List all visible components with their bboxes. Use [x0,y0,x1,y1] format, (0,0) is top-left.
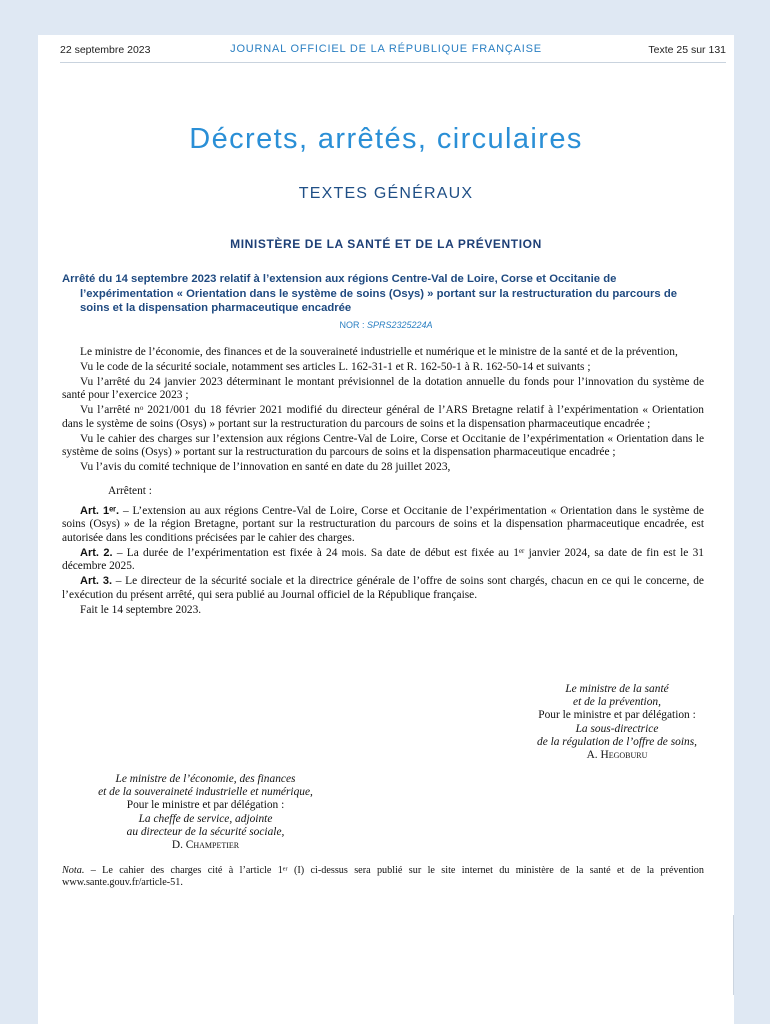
signatory-name: D. Champetier [171,839,240,852]
article-3 [62,575,704,602]
article-text: – L’extension au aux régions Centre-Val de Loire, Corse et Occitanie de l’expérimentation « Orientation dans le système de soins (Osys) » de la région Bretagne, portant sur la restructuration du parcours de soins et la dispensation pharmaceutique encadrée, est autorisée dans les conditions précisées par le cahier des charges. [62,505,704,544]
page-edge-marker [729,915,734,995]
document-body [62,346,704,619]
fait-le: Fait le 14 septembre 2023. [80,603,202,616]
signature-line: Pour le ministre et par délégation : [538,709,696,722]
header-date: 22 septembre 2023 [60,44,151,56]
visa-paragraph: Vu le cahier des charges sur l’extension aux régions Centre-Val de Loire, Corse et Occitanie de l’expérimentation « Orientation dans le système de soins (Osys) » portant sur la restructuration du parcours de soins et la dispensation pharmaceutique encadrée ; [62,432,704,459]
visa-paragraph: Vu l’avis du comité technique de l’innovation en santé en date du 28 juillet 2023, [80,461,451,474]
article-label: Art. 1ᵉʳ. [80,505,120,518]
preamble-paragraph: Le ministre de l’économie, des finances et de la souveraineté industrielle et numérique et le ministre de la santé et de la prévention, [80,346,678,358]
nota-text: – Le cahier des charges cité à l’article 1ᵉʳ (I) ci-dessus sera publié sur le site internet du ministère de la santé et de la prévention www.sante.gouv.fr/article-51. [62,865,704,889]
visa-paragraph: Vu le code de la sécurité sociale, notamment ses articles L. 162-31-1 et R. 162-50-1 à R. 162-50-14 et suivants ; [80,361,591,373]
article-2 [62,547,704,574]
header-journal-title: JOURNAL OFFICIEL DE LA RÉPUBLIQUE FRANÇAISE [230,43,542,55]
signature-line: La cheffe de service, adjointe [138,812,273,825]
signature-block-economie [58,773,353,852]
visa-paragraph: Vu l’arrêté nᵒ 2021/001 du 18 février 2021 modifié du directeur général de l’ARS Bretagne relatif à l’expérimentation « Orientation dans le système de soins (Osys) » portant sur la restructuration du parcours de soins et la dispensation pharmaceutique encadrée ; [62,404,704,430]
signature-line: La sous-directrice [575,722,659,735]
signature-line: Pour le ministre et par délégation : [126,799,285,812]
nor-code: SPRS2325224A [366,320,433,330]
signature-line: de la régulation de l’offre de soins, [537,735,697,748]
header-text-number: Texte 25 sur 131 [648,44,726,56]
header-divider [60,62,726,63]
arrete-title: Arrêté du 14 septembre 2023 relatif à l’extension aux régions Centre-Val de Loire, Corse et Occitanie de l’expérimentation « Orientation dans le système de soins (Osys) » portant sur la restructuration du parcours de soins et la dispensation pharmaceutique encadrée [62,273,678,314]
visa-paragraph: Vu l’arrêté du 24 janvier 2023 déterminant le montant prévisionnel de la dotation annuelle du fonds pour l’innovation du système de santé pour l’exercice 2023 ; [62,376,704,402]
signature-line: Le ministre de l’économie, des finances [115,773,296,785]
signature-block-sante [492,683,742,762]
document-page [38,35,734,1024]
signature-line: Le ministre de la santé [565,683,669,695]
article-1 [62,505,704,545]
page-title: Décrets, arrêtés, circulaires [189,123,583,155]
article-label: Art. 2. [80,546,113,559]
signature-line: et de la prévention, [573,696,661,709]
article-text: – Le directeur de la sécurité sociale et la directrice générale de l’offre de soins sont chargés, chacun en ce qui le concerne, de l’exécution du présent arrêté, qui sera publié au Journal officiel de la République française. [62,575,704,601]
nota-note [62,865,704,890]
signatory-name: A. Hegoburu [586,749,648,762]
article-label: Art. 3. [80,575,113,588]
signature-line: au directeur de la sécurité sociale, [126,825,285,838]
nor-reference [38,320,734,330]
signature-line: et de la souveraineté industrielle et numérique, [98,786,313,799]
arretent-label: Arrêtent : [108,484,152,497]
section-heading: TEXTES GÉNÉRAUX [298,185,474,202]
nor-label: NOR : [339,320,367,330]
ministry-heading: MINISTÈRE DE LA SANTÉ ET DE LA PRÉVENTION [230,237,542,251]
nota-label: Nota. [62,865,85,876]
article-text: – La durée de l’expérimentation est fixée à 24 mois. Sa date de début est fixée au 1ᵉʳ janvier 2024, sa date de fin est le 31 décembre 2025. [62,546,704,573]
